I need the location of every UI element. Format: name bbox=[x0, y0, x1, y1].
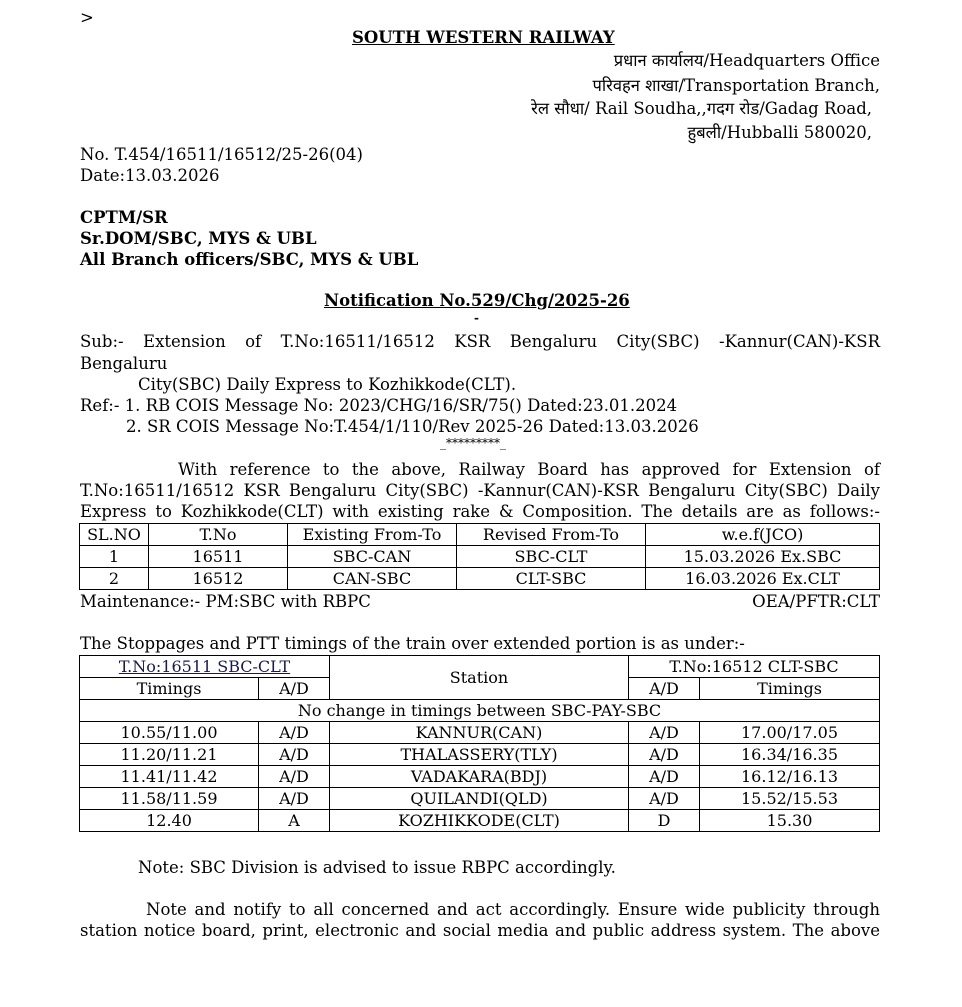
table-row bbox=[80, 568, 880, 590]
top-marker: > bbox=[80, 8, 94, 27]
subject-line-1: Sub:- Extension of T.No:16511/16512 KSR Bengaluru City(SBC) -Kannur(CAN)-KSR bbox=[80, 332, 880, 351]
closing-line-2: station notice board, print, electronic and social media and public address system. The above bbox=[80, 921, 880, 940]
cell: QUILANDI(QLD) bbox=[330, 788, 629, 810]
cell: 16512 bbox=[149, 568, 288, 590]
train-16512-header: T.No:16512 CLT-SBC bbox=[629, 656, 880, 678]
addressee-3: All Branch officers/SBC, MYS & UBL bbox=[80, 250, 419, 269]
subject-line-2: Bengaluru bbox=[80, 354, 168, 373]
cell: 11.41/11.42 bbox=[80, 766, 259, 788]
cell: SBC-CAN bbox=[288, 546, 457, 568]
maintenance-right: OEA/PFTR:CLT bbox=[752, 592, 880, 611]
ref-line-2: 2. SR COIS Message No:T.454/1/110/Rev 2025-26 Dated:13.03.2026 bbox=[126, 417, 699, 436]
col-revised: Revised From-To bbox=[457, 524, 646, 546]
col-sl-no: SL.NO bbox=[80, 524, 149, 546]
col-existing: Existing From-To bbox=[288, 524, 457, 546]
stoppages-intro: The Stoppages and PTT timings of the train over extended portion is as under:- bbox=[80, 634, 745, 653]
maintenance-left: Maintenance:- PM:SBC with RBPC bbox=[80, 592, 371, 611]
org-title: SOUTH WESTERN RAILWAY bbox=[352, 28, 615, 47]
body-line-2: T.No:16511/16512 KSR Bengaluru City(SBC) -Kannur(CAN)-KSR Bengaluru City(SBC) Daily bbox=[80, 481, 880, 500]
address-line-2: परिवहन शाखा/Transportation Branch, bbox=[592, 76, 880, 95]
cell: D bbox=[629, 810, 700, 832]
sbc-note: Note: SBC Division is advised to issue RBPC accordingly. bbox=[138, 858, 616, 877]
cell: CLT-SBC bbox=[457, 568, 646, 590]
notification-title: Notification No.529/Chg/2025-26 bbox=[324, 291, 630, 310]
body-line-1: With reference to the above, Railway Board has approved for Extension of bbox=[178, 460, 880, 479]
cell: A/D bbox=[629, 744, 700, 766]
table-row bbox=[80, 546, 880, 568]
cell: 15.30 bbox=[700, 810, 880, 832]
cell: 2 bbox=[80, 568, 149, 590]
cell: 11.20/11.21 bbox=[80, 744, 259, 766]
cell: A/D bbox=[259, 744, 330, 766]
table-row bbox=[80, 722, 880, 744]
closing-line-1: Note and notify to all concerned and act accordingly. Ensure wide publicity through bbox=[146, 900, 880, 919]
train-16511-header: T.No:16511 SBC-CLT bbox=[80, 656, 330, 678]
cell: A/D bbox=[259, 766, 330, 788]
col-timings-left: Timings bbox=[80, 678, 259, 700]
cell: A/D bbox=[259, 788, 330, 810]
no-change-row bbox=[80, 700, 880, 722]
address-line-3: रेल सौधा/ Rail Soudha,,गदग रोड/Gadag Road, bbox=[531, 99, 872, 118]
body-line-3: Express to Kozhikkode(CLT) with existing rake & Composition. The details are as follows:- bbox=[80, 502, 880, 521]
subject-line-3: City(SBC) Daily Express to Kozhikkode(CLT). bbox=[138, 375, 517, 394]
col-wef: w.e.f(JCO) bbox=[646, 524, 880, 546]
separator-stars: _*********_ bbox=[440, 436, 506, 450]
details-table bbox=[79, 523, 880, 590]
col-train-no: T.No bbox=[149, 524, 288, 546]
cell: 1 bbox=[80, 546, 149, 568]
table-row bbox=[80, 766, 880, 788]
address-line-4: हुबली/Hubballi 580020, bbox=[687, 123, 872, 142]
cell: 16.03.2026 Ex.CLT bbox=[646, 568, 880, 590]
cell: 11.58/11.59 bbox=[80, 788, 259, 810]
cell: 10.55/11.00 bbox=[80, 722, 259, 744]
cell: A/D bbox=[259, 722, 330, 744]
cell: 15.03.2026 Ex.SBC bbox=[646, 546, 880, 568]
addressee-1: CPTM/SR bbox=[80, 208, 168, 227]
cell: CAN-SBC bbox=[288, 568, 457, 590]
col-ad-left: A/D bbox=[259, 678, 330, 700]
station-header: Station bbox=[330, 656, 629, 700]
no-change-note: No change in timings between SBC-PAY-SBC bbox=[80, 700, 880, 722]
col-ad-right: A/D bbox=[629, 678, 700, 700]
cell: 16.12/16.13 bbox=[700, 766, 880, 788]
cell: A/D bbox=[629, 766, 700, 788]
col-timings-right: Timings bbox=[700, 678, 880, 700]
timings-table bbox=[79, 655, 880, 832]
ref-line-1: Ref:- 1. RB COIS Message No: 2023/CHG/16/SR/75() Dated:23.01.2024 bbox=[80, 396, 678, 415]
cell: A bbox=[259, 810, 330, 832]
cell: 17.00/17.05 bbox=[700, 722, 880, 744]
addressee-2: Sr.DOM/SBC, MYS & UBL bbox=[80, 229, 317, 248]
cell: 15.52/15.53 bbox=[700, 788, 880, 810]
reference-number: No. T.454/16511/16512/25-26(04) bbox=[80, 145, 363, 164]
table-row bbox=[80, 744, 880, 766]
small-dash: - bbox=[474, 311, 479, 325]
cell: KOZHIKKODE(CLT) bbox=[330, 810, 629, 832]
table-row bbox=[80, 788, 880, 810]
cell: SBC-CLT bbox=[457, 546, 646, 568]
address-line-1: प्रधान कार्यालय/Headquarters Office bbox=[613, 51, 880, 70]
letter-date: Date:13.03.2026 bbox=[80, 166, 220, 185]
cell: 16511 bbox=[149, 546, 288, 568]
table-row bbox=[80, 810, 880, 832]
cell: THALASSERY(TLY) bbox=[330, 744, 629, 766]
cell: KANNUR(CAN) bbox=[330, 722, 629, 744]
cell: A/D bbox=[629, 722, 700, 744]
timings-train-row bbox=[80, 656, 880, 678]
cell: VADAKARA(BDJ) bbox=[330, 766, 629, 788]
cell: 12.40 bbox=[80, 810, 259, 832]
details-header-row bbox=[80, 524, 880, 546]
cell: 16.34/16.35 bbox=[700, 744, 880, 766]
cell: A/D bbox=[629, 788, 700, 810]
